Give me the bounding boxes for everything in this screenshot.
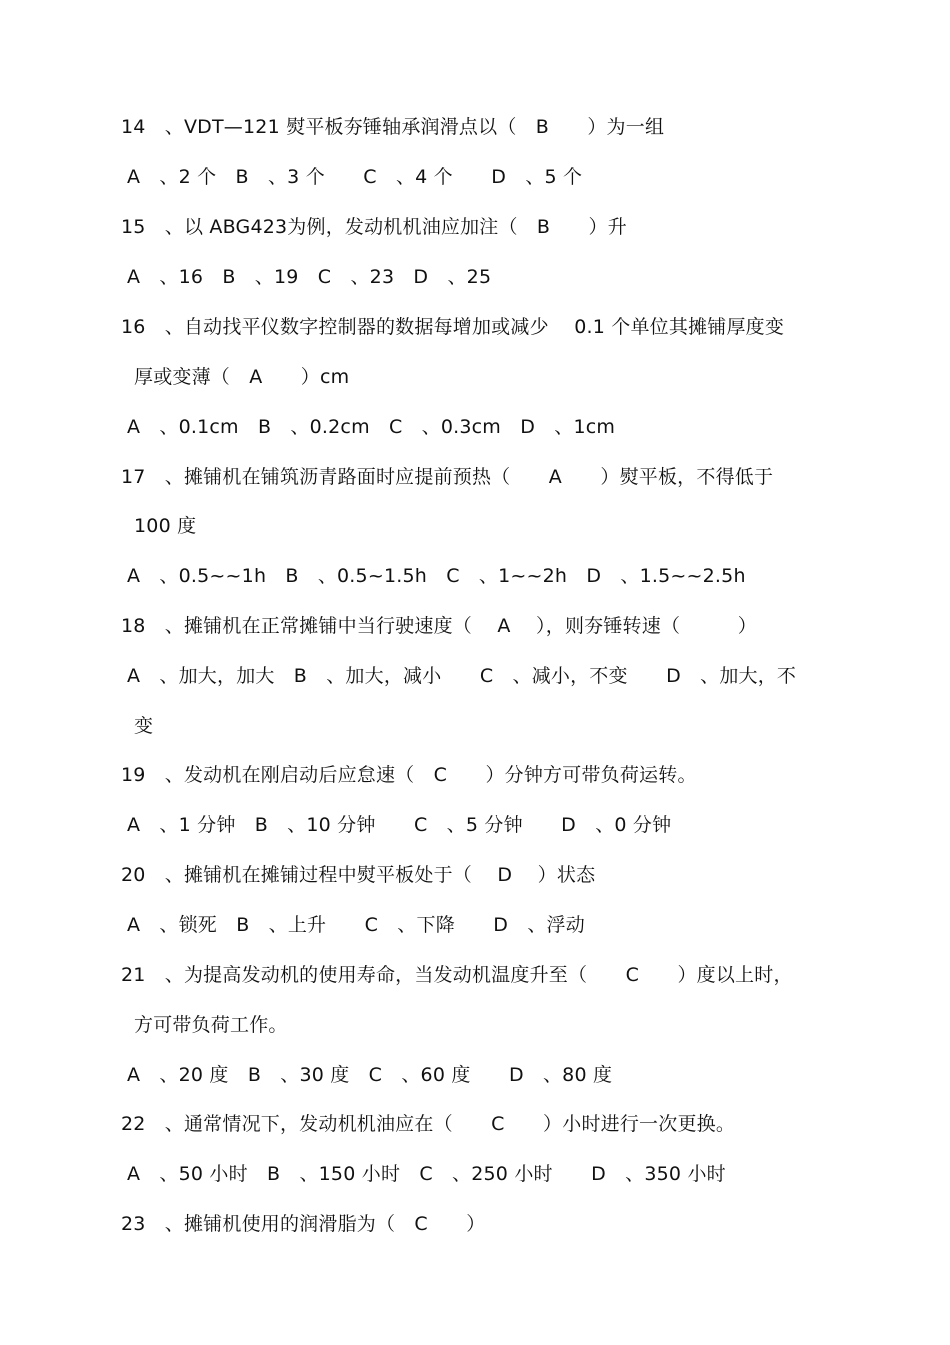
question-20-options: A 、锁死 B 、上升 C 、下降 D 、浮动	[127, 914, 585, 936]
question-19-options: A 、1 分钟 B 、10 分钟 C 、5 分钟 D 、0 分钟	[127, 814, 672, 836]
question-17-options: A 、0.5~~1h B 、0.5~1.5h C 、1~~2h D 、1.5~~2.5h	[127, 565, 746, 587]
question-22-options: A 、50 小时 B 、150 小时 C 、250 小时 D 、350 小时	[127, 1163, 726, 1185]
question-21-options: A 、20 度 B 、30 度 C 、60 度 D 、80 度	[127, 1064, 613, 1086]
question-18-options: A 、加大，加大 B 、加大，减小 C 、减小，不变 D 、加大，不	[127, 665, 797, 687]
question-14-options: A 、2 个 B 、3 个 C 、4 个 D 、5 个	[127, 166, 583, 188]
question-18-options-continued: 变	[134, 715, 154, 737]
question-17-continued: 100 度	[134, 515, 197, 537]
question-15-options: A 、16 B 、19 C 、23 D 、25	[127, 266, 492, 288]
question-16-options: A 、0.1cm B 、0.2cm C 、0.3cm D 、1cm	[127, 416, 616, 438]
question-15: 15 、以 ABG423为例，发动机机油应加注（ B ）升	[121, 216, 627, 238]
question-14: 14 、VDT—121 熨平板夯锤轴承润滑点以（ B ）为一组	[121, 116, 665, 138]
question-20: 20 、摊铺机在摊铺过程中熨平板处于（ D ）状态	[121, 864, 596, 886]
question-21: 21 、为提高发动机的使用寿命，当发动机温度升至（ C ）度以上时，	[121, 964, 793, 986]
question-22: 22 、通常情况下，发动机机油应在（ C ）小时进行一次更换。	[121, 1113, 736, 1135]
question-17: 17 、摊铺机在铺筑沥青路面时应提前预热（ A ）熨平板，不得低于	[121, 466, 774, 488]
question-16-continued: 厚或变薄（ A ）cm	[134, 366, 350, 388]
question-16: 16 、自动找平仪数字控制器的数据每增加或减少 0.1 个单位其摊铺厚度变	[121, 316, 785, 338]
question-18: 18 、摊铺机在正常摊铺中当行驶速度（ A ），则夯锤转速（ ）	[121, 615, 757, 637]
question-21-continued: 方可带负荷工作。	[134, 1014, 288, 1036]
question-19: 19 、发动机在刚启动后应怠速（ C ）分钟方可带负荷运转。	[121, 764, 697, 786]
question-23: 23 、摊铺机使用的润滑脂为（ C ）	[121, 1213, 486, 1235]
